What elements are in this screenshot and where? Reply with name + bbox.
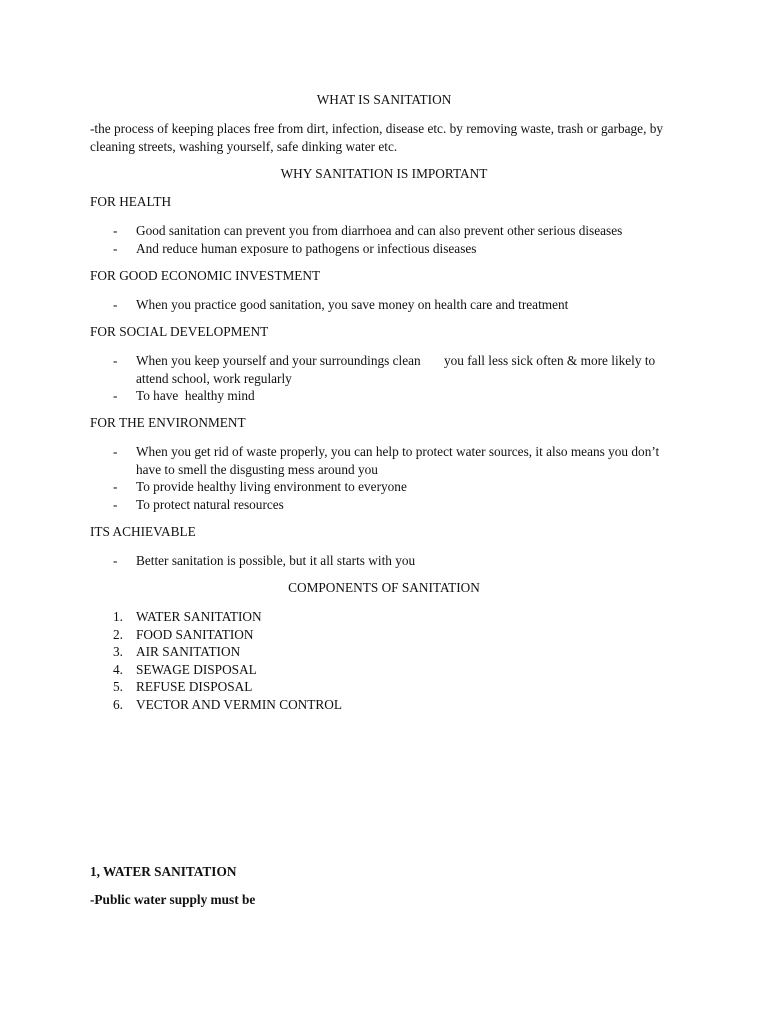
list-item [113,478,683,496]
list-item-text: When you keep yourself and your surroundings clean you fall less sick often & more likely to attend school, work regularly [136,353,659,386]
item-text: FOOD SANITATION [136,627,254,642]
list-item-text: When you get rid of waste properly, you can help to protect water sources, it also means you don’t have to smell the disgusting mess around you [136,444,660,477]
document-title: WHAT IS SANITATION [316,92,452,107]
list-item-text: To have healthy mind [136,388,255,403]
item-text: WATER SANITATION [136,609,262,624]
list-item [113,552,683,570]
bullet-dash: - [113,479,118,494]
item-text: REFUSE DISPOSAL [136,679,253,694]
list-item [113,222,683,240]
bullet-dash: - [113,444,118,459]
item-number: 1. [113,609,123,624]
item-number: 3. [113,644,123,659]
list-item-text: To protect natural resources [136,497,284,512]
water-sanitation-text: -Public water supply must be [90,892,256,907]
numbered-item [113,678,683,696]
bullet-dash: - [113,353,118,368]
item-number: 5. [113,679,123,694]
item-text: AIR SANITATION [136,644,241,659]
list-item [113,387,683,405]
item-text: SEWAGE DISPOSAL [136,662,257,677]
item-number: 2. [113,627,123,642]
bullet-dash: - [113,297,118,312]
definition-paragraph: -the process of keeping places free from dirt, infection, disease etc. by removing waste, trash or garbage, by cleaning streets, washing yourself, safe dinking water etc. [90,121,664,154]
bullet-dash: - [113,497,118,512]
item-number: 4. [113,662,123,677]
bullet-dash: - [113,223,118,238]
numbered-item [113,643,683,661]
bullet-dash: - [113,553,118,568]
numbered-item [113,696,683,714]
components-title: COMPONENTS OF SANITATION [288,580,480,595]
numbered-item [113,608,683,626]
water-sanitation-heading: 1, WATER SANITATION [90,864,237,879]
list-item [113,240,683,258]
numbered-item [113,661,683,679]
list-item [113,352,683,387]
bullet-dash: - [113,241,118,256]
list-item-text: When you practice good sanitation, you save money on health care and treatment [136,297,569,312]
list-item-text: Good sanitation can prevent you from diarrhoea and can also prevent other serious diseases [136,223,623,238]
environment-heading: FOR THE ENVIRONMENT [90,415,246,430]
item-number: 6. [113,697,123,712]
list-item-text: Better sanitation is possible, but it all starts with you [136,553,416,568]
why-title: WHY SANITATION IS IMPORTANT [280,166,488,181]
social-heading: FOR SOCIAL DEVELOPMENT [90,324,269,339]
list-item [113,496,683,514]
item-text: VECTOR AND VERMIN CONTROL [136,697,342,712]
achievable-heading: ITS ACHIEVABLE [90,524,196,539]
list-item [113,443,683,478]
numbered-item [113,626,683,644]
list-item-text: And reduce human exposure to pathogens or infectious diseases [136,241,477,256]
list-item-text: To provide healthy living environment to everyone [136,479,407,494]
economic-heading: FOR GOOD ECONOMIC INVESTMENT [90,268,321,283]
bullet-dash: - [113,388,118,403]
list-item [113,296,683,314]
health-heading: FOR HEALTH [90,194,172,209]
